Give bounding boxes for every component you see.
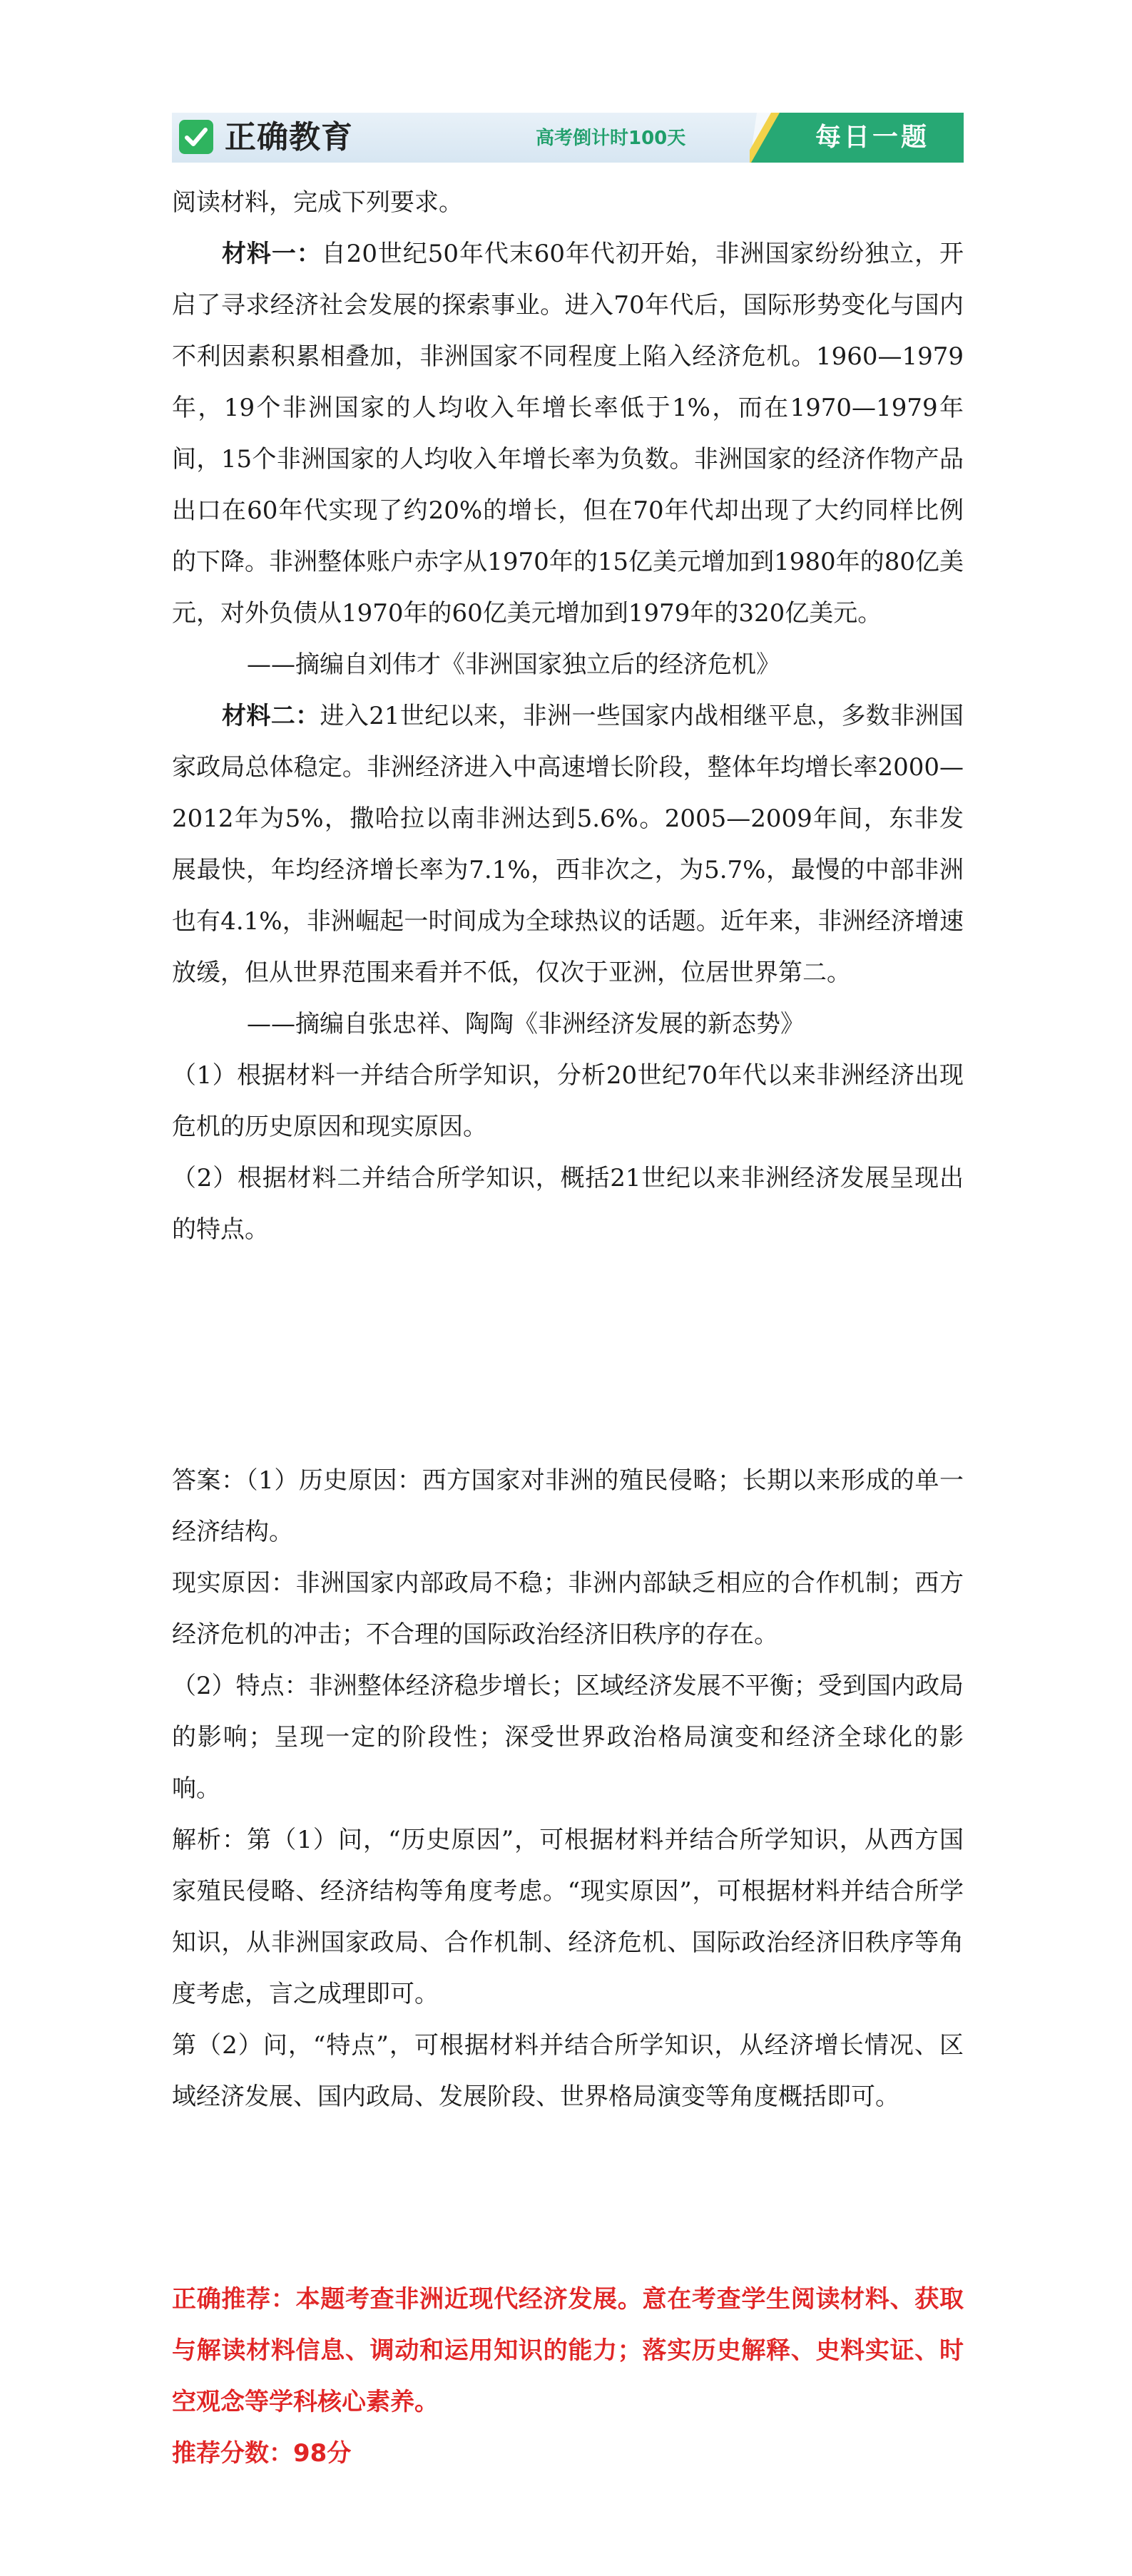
- material-one-label: 材料一：: [222, 240, 322, 268]
- answer-section: [172, 1455, 964, 2122]
- material-one-text: 自20世纪50年代末60年代初开始，非洲国家纷纷独立，开启了寻求经济社会发展的探索事业。进入70年代后，国际形势变化与国内不利因素积累相叠加，非洲国家不同程度上陷入经济危机。1960—1979年，19个非洲国家的人均收入年增长率低于1%，而在1970—1979年间，15个非洲国家的人均收入年增长率为负数。非洲国家的经济作物产品出口在60年代实现了约20%的增长，但在70年代却出现了大约同样比例的下降。非洲整体账户赤字从1970年的15亿美元增加到1980年的80亿美元，对外负债从1970年的60亿美元增加到1979年的320亿美元。: [172, 240, 964, 628]
- question-one: （1）根据材料一并结合所学知识，分析20世纪70年代以来非洲经济出现危机的历史原因和现实原因。: [172, 1061, 964, 1141]
- answer-one-reality: 现实原因：非洲国家内部政局不稳；非洲内部缺乏相应的合作机制；西方经济危机的冲击；不合理的国际政治经济旧秩序的存在。: [172, 1569, 964, 1649]
- material-two-label: 材料二：: [222, 702, 320, 730]
- brand-name: 正确教育: [225, 119, 353, 155]
- material-two-text: 进入21世纪以来，非洲一些国家内战相继平息，多数非洲国家政局总体稳定。非洲经济进入中高速增长阶段，整体年均增长率2000—2012年为5%，撒哈拉以南非洲达到5.6%。2005—2009年间，东非发展最快，年均经济增长率为7.1%，西非次之，为5.7%，最慢的中部非洲也有4.1%，非洲崛起一时间成为全球热议的话题。近年来，非洲经济增速放缓，但从世界范围来看并不低，仅次于亚洲，位居世界第二。: [172, 702, 964, 987]
- check-logo-icon: [179, 120, 213, 154]
- daily-question-label: 每日一题: [815, 123, 930, 152]
- analysis-one: 解析：第（1）问，“历史原因”，可根据材料并结合所学知识，从西方国家殖民侵略、经济结构等角度考虑。“现实原因”，可根据材料并结合所学知识，从非洲国家政局、合作机制、经济危机、国际政治经济旧秩序等角度考虑，言之成理即可。: [172, 1826, 964, 2008]
- question-content: [172, 177, 964, 1255]
- material-two: [172, 690, 964, 998]
- countdown-text: 高考倒计时100天: [536, 128, 686, 149]
- daily-question-tag: [750, 113, 964, 163]
- recommendation-section: [172, 2274, 964, 2479]
- answer-one: 答案：（1）历史原因：西方国家对非洲的殖民侵略；长期以来形成的单一经济结构。: [172, 1466, 964, 1546]
- recommendation-text: 正确推荐：本题考查非洲近现代经济发展。意在考查学生阅读材料、获取与解读材料信息、调动和运用知识的能力；落实历史解释、史料实证、时空观念等学科核心素养。: [172, 2285, 964, 2416]
- header-banner: [172, 113, 964, 163]
- material-one-source: ——摘编自刘伟才《非洲国家独立后的经济危机》: [247, 650, 780, 679]
- analysis-two: 第（2）问，“特点”，可根据材料并结合所学知识，从经济增长情况、区域经济发展、国内政局、发展阶段、世界格局演变等角度概括即可。: [172, 2031, 964, 2111]
- question-two: （2）根据材料二并结合所学知识，概括21世纪以来非洲经济发展呈现出的特点。: [172, 1164, 964, 1244]
- material-two-source: ——摘编自张忠祥、陶陶《非洲经济发展的新态势》: [247, 1010, 805, 1038]
- material-one: [172, 228, 964, 639]
- answer-two: （2）特点：非洲整体经济稳步增长；区域经济发展不平衡；受到国内政局的影响；呈现一定的阶段性；深受世界政治格局演变和经济全球化的影响。: [172, 1672, 964, 1803]
- recommendation-score: 推荐分数：98分: [172, 2439, 352, 2468]
- question-intro: 阅读材料，完成下列要求。: [172, 188, 463, 217]
